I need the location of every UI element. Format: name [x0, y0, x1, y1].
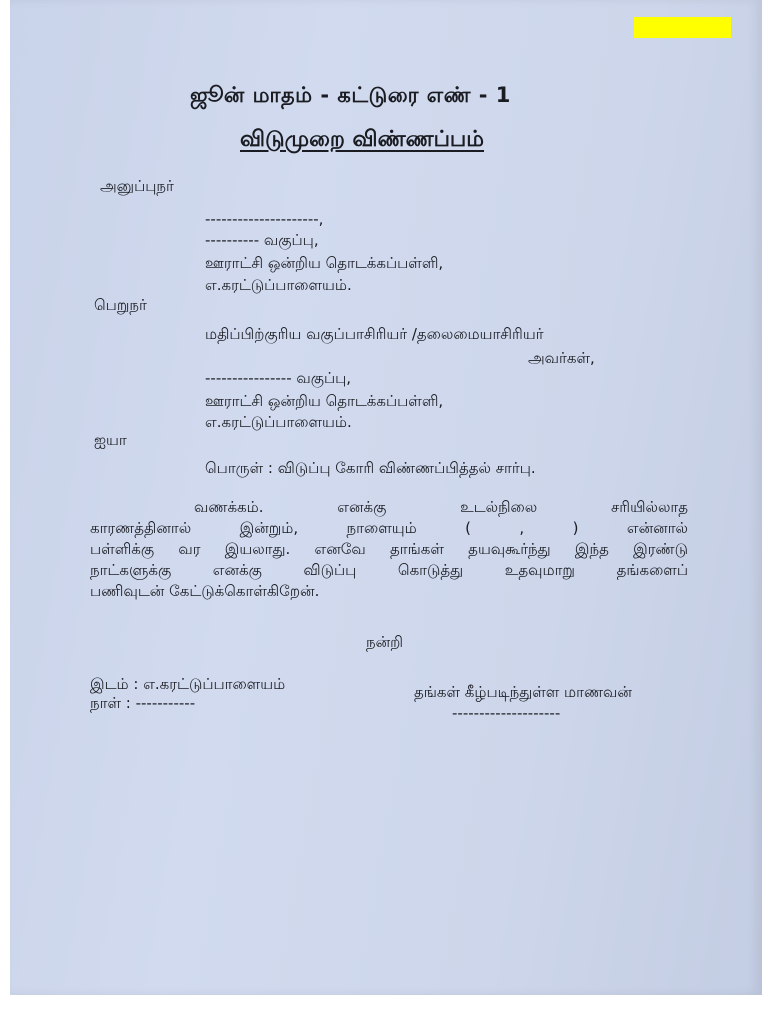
body-line: நாட்களுக்கு எனக்கு விடுப்பு கொடுத்து உதவுமாறு தங்களைப்: [90, 561, 688, 579]
body-line: பணிவுடன் கேட்டுக்கொள்கிறேன்.: [90, 582, 320, 600]
place-line: இடம் : எ.கரட்டுப்பாளையம்: [90, 675, 286, 693]
subject-line: பொருள் : விடுப்பு கோரி விண்ணப்பித்தல் சார்பு.: [205, 459, 536, 477]
body-line: பள்ளிக்கு வர இயலாது. எனவே தாங்கள் தயவுகூர்ந்து இந்த இரண்டு: [90, 540, 688, 558]
receiver-school-line: ஊராட்சி ஒன்றிய தொடக்கப்பள்ளி,: [205, 392, 444, 410]
letter-subtitle: விடுமுறை விண்ணப்பம்: [240, 127, 485, 152]
letter-body: [90, 497, 688, 602]
receiver-class-line: ---------------- வகுப்பு,: [205, 369, 352, 387]
page-title: ஜூன் மாதம் - கட்டுரை எண் - 1: [190, 83, 511, 107]
receiver-honorific-line: அவர்கள்,: [528, 349, 595, 367]
sender-name-line: ---------------------,: [205, 210, 324, 228]
sender-heading: அனுப்புநர்: [100, 177, 174, 195]
body-line: வணக்கம். எனக்கு உடல்நிலை சரியில்லாத: [194, 498, 688, 516]
receiver-title-line: மதிப்பிற்குரிய வகுப்பாசிரியர் /தலைமையாசிரியர்: [205, 325, 544, 343]
sender-place-line: எ.கரட்டுப்பாளையம்.: [205, 276, 352, 294]
sender-school-line: ஊராட்சி ஒன்றிய தொடக்கப்பள்ளி,: [205, 254, 444, 272]
salutation: ஐயா: [94, 431, 127, 449]
receiver-place-line: எ.கரட்டுப்பாளையம்.: [205, 413, 352, 431]
closing-line: தங்கள் கீழ்படிந்துள்ள மாணவன்: [414, 683, 632, 701]
signature-line: --------------------: [452, 704, 561, 722]
sender-class-line: ---------- வகுப்பு,: [205, 231, 319, 249]
date-line: நாள் : -----------: [90, 694, 196, 712]
body-line: காரணத்தினால் இன்றும், நாளையும் ( , ) என்னால்: [90, 519, 688, 537]
receiver-heading: பெறுநர்: [94, 296, 147, 314]
thanks-text: நன்றி: [366, 633, 404, 651]
letter-paper: [10, 0, 762, 995]
yellow-highlight-marker: [634, 17, 731, 38]
